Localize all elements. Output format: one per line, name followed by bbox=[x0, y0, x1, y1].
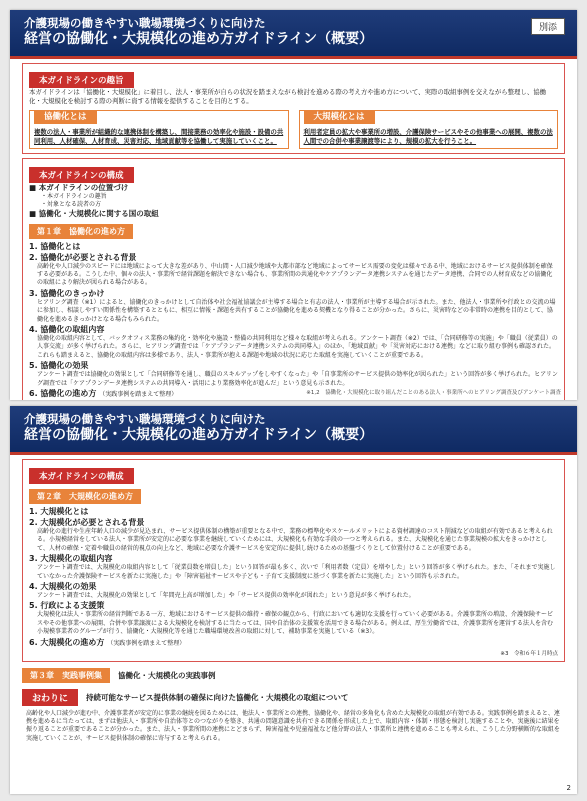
position-title: ■ 本ガイドラインの位置づけ bbox=[29, 182, 129, 192]
section-title: 4. 協働化の取組内容 bbox=[29, 325, 105, 335]
purpose-box bbox=[22, 63, 565, 154]
section-title: 5. 行政による支援策 bbox=[29, 601, 105, 611]
section-title: 1. 協働化とは bbox=[29, 241, 81, 251]
section-text: アンケート調査では、大規模化の取組内容として「従業員数を増員した」という回答が最も多く、次いで「利用者数（定員）を増やした」という回答が多く挙げられた。また、「それまで実施していなかった介護保険サービスを新たに実施した」や「障害福祉サービスや子ども・子育て支援制度に基づく事業を新たに実施した」という回答も示された。 bbox=[37, 564, 556, 580]
chapter-3-text: 協働化・大規模化の実践事例 bbox=[118, 670, 216, 680]
chapter-3-row bbox=[22, 666, 565, 685]
purpose-tag: 本ガイドラインの趣旨 bbox=[29, 72, 134, 88]
position-item: ・本ガイドラインの趣旨 bbox=[41, 192, 107, 200]
section-title: 3. 協働化のきっかけ bbox=[29, 288, 105, 298]
closing-title: 持続可能なサービス提供体制の確保に向けた協働化・大規模化の取組について bbox=[86, 692, 349, 702]
structure-tag: 本ガイドラインの構成 bbox=[29, 167, 134, 183]
daikibo-text: 利用者定員の拡大や事業所の増設、介護保険サービスやその他事業への展開、複数の法人間での合併や事業譲渡等により、規模の拡大を行うこと。 bbox=[303, 127, 553, 145]
position-item: ・対象となる読者の方 bbox=[41, 200, 102, 208]
kyodo-box bbox=[29, 110, 289, 149]
gov-title: ■ 協働化・大規模化に関する国の取組 bbox=[29, 208, 159, 218]
closing-row bbox=[22, 689, 565, 706]
purpose-text: 本ガイドラインは「協働化・大規模化」に着目し、法人・事業所が自らの状況を踏まえながら検討を進める際の考え方や進め方について、実際の取組事例を交えながら整理し、協働化・大規模化を検討する際の判断に資する情報を提供することを目的とする。 bbox=[29, 88, 546, 106]
divider bbox=[10, 56, 577, 59]
section-text: 大規模化は法人・事業所の経営判断である一方、地域におけるサービス提供の維持・確保の観点から、行政においても適切な支援を行っていく必要がある。介護事業所の増設、介護保険サービスやその他事業への展開、合併や事業譲渡による大規模化を検討するに当たっては、国や自治体の支援策を活用できる場合がある。例えば、厚生労働省では、介護事業所を運営する法人を含む小規模事業者のグループが行う、協働化・大規模化等を通じた職場環境改善の取組に対して、補助事業を実施している（※3）。 bbox=[37, 611, 554, 636]
annex-label: 別添 bbox=[531, 18, 565, 35]
section-title: 4. 大規模化の効果 bbox=[29, 582, 97, 592]
footnote: ※3 令和６年１月時点 bbox=[500, 650, 558, 657]
section-text: アンケート調査では協働化の効果として「合同研修等を通し、職員のスキルアップをしやすくなった」や「自事業所のサービス提供の効率化が図られた」という回答が多く挙げられた。ヒアリング調査では「ケアプランデータ連携システムの共同導入・活用により業務効率化が進んだ」という意見も示された。 bbox=[37, 371, 558, 387]
title-line2: 経営の協働化・大規模化の進め方ガイドライン（概要） bbox=[24, 31, 374, 47]
footnote: ※1,2 協働化・大規模化に取り組んだことのある法人・事業所へのヒアリング調査及びアンケート調査 bbox=[306, 390, 561, 396]
chapter-3-tag: 第３章 実践事例集 bbox=[22, 668, 110, 683]
section-text: アンケート調査では、大規模化の効果として「年間売上高が増加した」や「サービス提供の効率化が図れた」という意見が多く挙げられた。 bbox=[37, 592, 415, 600]
closing-tag: おわりに bbox=[22, 689, 78, 706]
title-banner bbox=[10, 406, 577, 452]
chapter-2-tag: 第２章 大規模化の進め方 bbox=[29, 489, 141, 504]
section-text: ヒアリング調査（※1）によると、協働化のきっかけとして自治体や社会福祉協議会が主導する場合と有志の法人・事業所が主導する場合が示された。また、他法人・事業所や行政との交流の場に参加し、相談しやすい関係性を構築するとともに、相互に情報・課題を共有することが協働化を進める契機となり得ることが分かった。さらに、災害時などの非常時の連携を目的として、協働化を進めるきっかけとなる場合もみられた。 bbox=[37, 298, 556, 323]
section-title bbox=[29, 638, 558, 649]
page-1 bbox=[10, 10, 577, 400]
section-title: 1. 大規模化とは bbox=[29, 507, 89, 516]
section-note: （実践事例を踏まえて整理） bbox=[107, 639, 186, 647]
section-title: 5. 協働化の効果 bbox=[29, 361, 89, 371]
title-line1: 介護現場の働きやすい職場環境づくりに向けた bbox=[24, 412, 266, 426]
title-banner bbox=[10, 10, 577, 56]
structure-box bbox=[22, 459, 565, 662]
kyodo-tag: 協働化とは bbox=[34, 111, 97, 124]
structure-box bbox=[22, 158, 565, 400]
daikibo-box bbox=[299, 110, 559, 149]
page-number: 2 bbox=[566, 784, 571, 792]
daikibo-tag: 大規模化とは bbox=[304, 111, 375, 124]
structure-tag: 本ガイドラインの構成 bbox=[29, 468, 134, 484]
closing-text: 高齢化や人口減少が進む中、介護事業者が安定的に事業の継続を図るためには、他法人・事業所との連携、協働化や、経営の多角化も含めた大規模化の取組が有効である。実践事例を踏まえると、連携を進めるに当たっては、まずは他法人・事業所や自治体等とのつながりを築き、共通の問題意識を共有できる関係を形成した上で、取組内容・体制・形態を検討し実施することや、実施後に結果を振り返ることが重要であることが分かった。また、法人・事業所間の連携にとどまらず、障害福祉や児童福祉など他分野の法人・事業所と連携を進めることも考えられ、こうした分野横断的な取組を実施していくことが、サービス提供体制の確保に寄与すると考えられる。 bbox=[26, 709, 560, 742]
section-text: 協働化の取組内容として、バックオフィス業務の集約化・効率化や施設・整備の共同利用など様々な取組が考えられる。アンケート調査（※2）では、「合同研修等の実施」や「職員（従業員）の人事交流」が多く挙げられた。さらに、ヒアリング調査では「ケアプランデータ連携システムの共同導入」のほか、「地域貢献」や「災害対応における連携」などに取り組む事例も確認された。これらも踏まえると、協働化の取組内容は多様であり、法人・事業所が抱える課題や地域の状況に応じた取組を実施していくことが重要である。 bbox=[37, 335, 558, 359]
kyodo-text: 複数の法人・事業所が組織的な連携体制を構築し、間接業務の効率化や施設・設備の共同利用、人材確保、人材育成、災害対応、地域貢献等を協働して実施していくこと。 bbox=[34, 127, 284, 145]
section-title: 2. 大規模化が必要とされる背景 bbox=[29, 518, 145, 527]
section-text: 高齢化の進行や生産年齢人口の減少が見込まれ、サービス提供体制の構築が重要となる中で、業務の標準化やスケールメリットによる資材調達のコスト削減などの取組が有効であると考えられる。小規模経営をしている法人・事業所が安定的に必要な事業を継続していくためには、大規模化も有効な手段の一つと考えられる。また、大規模化を通じた事業規模の拡大をきっかけとして、人材の確保・定着や職員の経営的視点の向上など、地域に必要な介護サービスを安定的に提供し続けるための基盤づくりとして位置付けることが重要である。 bbox=[37, 528, 553, 552]
page-2 bbox=[10, 406, 577, 794]
divider bbox=[10, 452, 577, 455]
section-title-text: 6. 協働化の進め方 bbox=[29, 389, 97, 399]
section-title-text: 6. 大規模化の進め方 bbox=[29, 637, 105, 647]
title-line1: 介護現場の働きやすい職場環境づくりに向けた bbox=[24, 16, 266, 30]
chapter-1-tag: 第１章 協働化の進め方 bbox=[29, 224, 133, 239]
title-line2: 経営の協働化・大規模化の進め方ガイドライン（概要） bbox=[24, 427, 374, 443]
section-title: 3. 大規模化の取組内容 bbox=[29, 554, 113, 564]
section-text: 高齢化や人口減少のスピードには地域によって大きな差があり、中山間・人口減少地域や大都市部など地域によってサービス需要の変化は様々である中、地域におけるサービス提供体制を確保する必要がある。こうした中、個々の法人・事業所で経営課題を解決できない場合も、事業所間の共通化やケアプランデータ連携システムを通じたデータ連携、合同での人材育成などの協働化の取組により解決が図られる場合がある。 bbox=[37, 262, 553, 287]
section-title: 2. 協働化が必要とされる背景 bbox=[29, 252, 137, 262]
section-note: （実践事例を踏まえて整理） bbox=[99, 391, 178, 399]
